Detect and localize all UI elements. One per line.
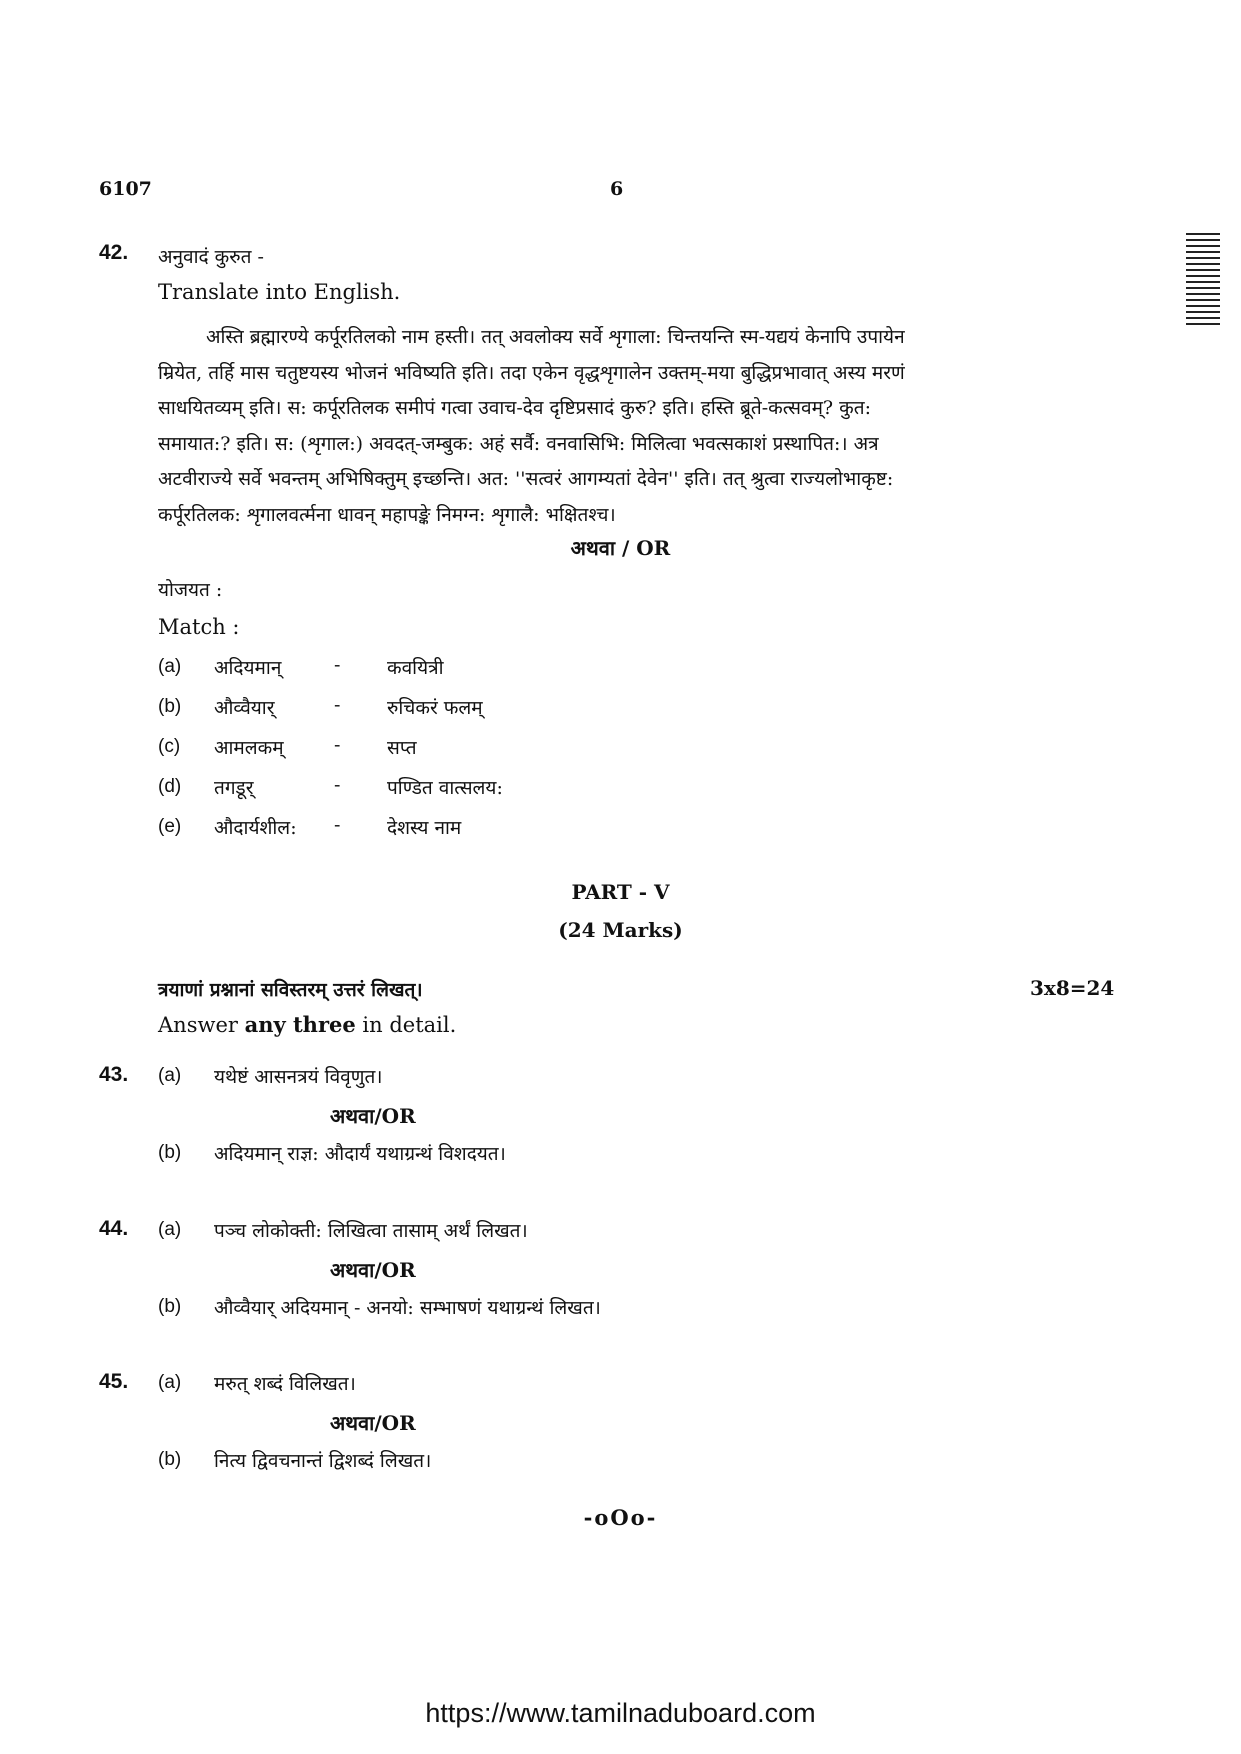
match-instruction-english: Match : — [158, 615, 240, 639]
match-right: सप्त — [387, 737, 417, 759]
passage-line: कर्पूरतिलक: शृगालवर्त्मना धावन् महापङ्के निमग्न: शृगालै: भक्षितश्च। — [158, 503, 616, 526]
q45-number: 45. — [99, 1370, 129, 1393]
passage-line: अस्ति ब्रह्मारण्ये कर्पूरतिलको नाम हस्ती। तत् अवलोक्य सर्वे शृगाला: चिन्तयन्ति स्म-यद्ययं केनापि उपायेन — [206, 326, 905, 348]
match-dash: - — [334, 734, 341, 756]
match-left: आमलकम् — [214, 737, 284, 759]
match-dash: - — [334, 774, 341, 796]
passage-line: साधयितव्यम् इति। स: कर्पूरतिलक समीपं गत्वा उवाच-देव दृष्टिप्रसादं कुरु? इति। हस्ति ब्रूते-कत्सवम्? कुत: — [158, 397, 871, 419]
q44-a-text: पञ्च लोकोक्ती: लिखित्वा तासाम् अर्थं लिखत। — [214, 1220, 528, 1242]
match-dash: - — [334, 654, 341, 676]
part-marks: (24 Marks) — [558, 918, 683, 942]
q43-a-label: (a) — [158, 1065, 182, 1086]
match-left: औव्वैयार् — [214, 697, 275, 719]
part-instruction-english: Answer any three in detail. — [158, 1012, 457, 1037]
q42-instruction-sanskrit: अनुवादं कुरुत - — [158, 246, 264, 268]
q42-or-label: अथवा / OR — [570, 536, 671, 560]
q44-b-label: (b) — [158, 1296, 182, 1317]
match-right: रुचिकरं फलम् — [387, 697, 483, 719]
q43-or-label: अथवा/OR — [330, 1104, 416, 1128]
match-left: तगडूर् — [214, 777, 254, 799]
q42-instruction-english: Translate into English. — [158, 280, 401, 304]
match-label: (b) — [158, 696, 182, 717]
match-right: देशस्य नाम — [387, 817, 462, 839]
q43-b-label: (b) — [158, 1142, 182, 1163]
passage-line: समायात:? इति। स: (शृगाल:) अवदत्-जम्बुक: अहं सर्वै: वनवासिभि: मिलित्वा भवत्सकाशं प्रस्थापित:। अत्र — [158, 432, 879, 455]
match-left: अदियमान् — [214, 657, 282, 679]
match-label: (a) — [158, 656, 182, 677]
q43-a-text: यथेष्टं आसनत्रयं विवृणुत। — [214, 1066, 383, 1088]
match-label: (d) — [158, 776, 182, 797]
part-instruction-sanskrit: त्रयाणां प्रश्नानां सविस्तरम् उत्तरं लिखत्। — [158, 979, 423, 1001]
q45-or-label: अथवा/OR — [330, 1411, 416, 1435]
q44-or-label: अथवा/OR — [330, 1258, 416, 1282]
passage-line: म्रियेत, तर्हि मास चतुष्टयस्य भोजनं भविष्यति इति। तदा एकेन वृद्धशृगालेन उक्तम्-मया बुद्धिप्रभावात् अस्य मरणं — [158, 361, 905, 384]
footer-url[interactable]: https://www.tamilnaduboard.com — [425, 1698, 816, 1728]
q44-number: 44. — [99, 1217, 129, 1240]
match-right: पण्डित वात्सलय: — [387, 777, 503, 799]
q43-number: 43. — [99, 1063, 129, 1086]
match-instruction-sanskrit: योजयत : — [158, 579, 223, 601]
q45-b-text: नित्य द्विवचनान्तं द्विशब्दं लिखत। — [214, 1450, 432, 1472]
paper-code: 6107 — [99, 178, 152, 200]
marks-formula: 3x8=24 — [1030, 976, 1115, 1000]
end-mark: -oOo- — [583, 1505, 658, 1530]
passage-line: अटवीराज्ये सर्वे भवन्तम् अभिषिक्तुम् इच्छन्ति। अत: ''सत्वरं आगम्यतां देवेन'' इति। तत् श्रुत्वा राज्यलोभाकृष्ट: — [158, 468, 894, 490]
match-dash: - — [334, 694, 341, 716]
q44-b-text: औव्वैयार् अदियमान् - अनयो: सम्भाषणं यथाग्रन्थं लिखत। — [214, 1297, 601, 1319]
match-right: कवयित्री — [387, 657, 444, 679]
match-label: (c) — [158, 736, 181, 757]
match-dash: - — [334, 814, 341, 836]
q44-a-label: (a) — [158, 1219, 182, 1240]
page-number: 6 — [610, 178, 624, 200]
part-title: PART - V — [571, 880, 670, 904]
q45-a-text: मरुत् शब्दं विलिखत। — [214, 1373, 356, 1395]
q42-number: 42. — [99, 241, 129, 264]
q45-b-label: (b) — [158, 1449, 182, 1470]
q45-a-label: (a) — [158, 1372, 182, 1393]
match-left: औदार्यशील: — [214, 817, 297, 839]
q42-passage — [158, 320, 1078, 533]
q43-b-text: अदियमान् राज्ञ: औदार्यं यथाग्रन्थं विशदयत। — [214, 1143, 506, 1165]
margin-barcode-marks — [1186, 233, 1220, 329]
match-label: (e) — [158, 816, 182, 837]
